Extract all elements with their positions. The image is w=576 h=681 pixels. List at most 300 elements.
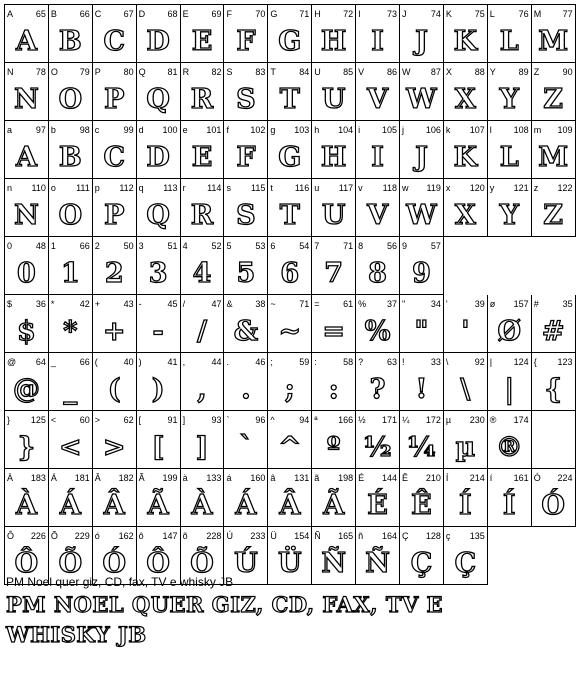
glyph-character: c <box>94 125 100 135</box>
glyph-cell <box>93 121 137 179</box>
glyph-cell <box>444 63 488 121</box>
glyph-label <box>139 8 178 20</box>
glyph-character: v <box>358 183 363 193</box>
glyph-label <box>270 182 309 194</box>
glyph-code: 224 <box>557 473 573 483</box>
glyph-preview: Á <box>235 490 257 521</box>
glyph-character: Ó <box>533 473 541 483</box>
glyph-preview: Â <box>103 490 125 521</box>
glyph-code: 108 <box>513 125 529 135</box>
glyph-character: [ <box>138 415 142 425</box>
glyph-preview: = <box>322 316 345 347</box>
glyph-preview: U <box>321 84 346 115</box>
glyph-code: 103 <box>294 125 310 135</box>
glyph-label <box>358 298 397 310</box>
glyph-cell <box>444 179 488 237</box>
glyph-code: 34 <box>430 299 441 309</box>
glyph-preview: Ü <box>278 548 302 579</box>
glyph-cell <box>444 295 488 353</box>
glyph-character: ó <box>94 531 100 541</box>
glyph-preview: À <box>191 490 213 521</box>
glyph-cell <box>181 469 225 527</box>
glyph-label <box>402 298 441 310</box>
glyph-character: í <box>489 473 493 483</box>
glyph-cell <box>93 295 137 353</box>
glyph-label <box>139 124 178 136</box>
glyph-preview: Ú <box>234 548 258 579</box>
glyph-cell <box>93 411 137 469</box>
glyph-preview: W <box>406 200 437 231</box>
glyph-label <box>358 472 397 484</box>
glyph-preview: Q <box>146 84 170 115</box>
glyph-label <box>358 8 397 20</box>
glyph-label <box>139 182 178 194</box>
glyph-code: 71 <box>299 9 310 19</box>
glyph-cell <box>488 179 532 237</box>
glyph-preview: º <box>326 432 341 463</box>
glyph-label <box>490 472 529 484</box>
glyph-character: ^ <box>270 415 275 425</box>
glyph-preview: B <box>58 142 82 173</box>
glyph-character: À <box>7 473 14 483</box>
glyph-preview: V <box>367 200 389 231</box>
glyph-cell <box>488 5 532 63</box>
glyph-preview: E <box>191 142 213 173</box>
glyph-code: 41 <box>167 357 178 367</box>
glyph-preview: Y <box>499 84 519 115</box>
glyph-preview: _ <box>63 374 78 405</box>
glyph-cell <box>312 121 356 179</box>
glyph-character: E <box>182 9 189 19</box>
glyph-character: d <box>138 125 144 135</box>
glyph-preview: K <box>453 26 478 57</box>
glyph-preview: M <box>538 142 569 173</box>
glyph-cell <box>400 527 444 585</box>
glyph-character: X <box>445 67 452 77</box>
glyph-preview: J <box>415 142 428 173</box>
glyph-cell <box>312 237 356 295</box>
glyph-cell <box>488 353 532 411</box>
glyph-label <box>314 66 353 78</box>
glyph-code: 123 <box>557 357 573 367</box>
glyph-cell <box>356 295 400 353</box>
glyph-character: h <box>314 125 320 135</box>
glyph-preview: Z <box>543 200 563 231</box>
glyph-code: 233 <box>250 531 266 541</box>
empty-cell <box>488 527 532 585</box>
glyph-label <box>7 530 46 542</box>
glyph-label <box>226 124 265 136</box>
glyph-character: o <box>50 183 56 193</box>
glyph-code: 69 <box>211 9 222 19</box>
glyph-preview: W <box>406 84 437 115</box>
glyph-preview: I <box>371 142 384 173</box>
glyph-preview: X <box>454 84 476 115</box>
glyph-preview: @ <box>12 374 40 405</box>
glyph-cell <box>5 237 49 295</box>
glyph-character: 3 <box>138 241 144 251</box>
glyph-label <box>270 66 309 78</box>
glyph-code: 53 <box>255 241 266 251</box>
glyph-cell <box>444 121 488 179</box>
glyph-cell <box>532 411 576 469</box>
glyph-character: i <box>358 125 361 135</box>
glyph-code: 147 <box>162 531 178 541</box>
glyph-code: 36 <box>35 299 46 309</box>
glyph-cell <box>268 469 312 527</box>
glyph-label <box>51 356 90 368</box>
glyph-character: R <box>182 67 190 77</box>
glyph-character: g <box>270 125 276 135</box>
glyph-code: 92 <box>474 357 485 367</box>
glyph-character: { <box>533 357 537 367</box>
glyph-character: J <box>402 9 407 19</box>
glyph-preview: É <box>367 490 388 521</box>
glyph-row <box>5 179 576 237</box>
glyph-row <box>5 353 576 411</box>
glyph-preview: } <box>17 432 36 463</box>
glyph-character: f <box>226 125 229 135</box>
glyph-preview: P <box>104 84 125 115</box>
glyph-code: 64 <box>35 357 46 367</box>
glyph-label <box>270 530 309 542</box>
glyph-cell <box>268 237 312 295</box>
glyph-cell <box>488 121 532 179</box>
glyph-code: 113 <box>163 183 178 193</box>
glyph-character: ñ <box>358 531 364 541</box>
glyph-code: 79 <box>79 67 90 77</box>
glyph-preview: Ê <box>411 490 432 521</box>
glyph-label <box>490 182 529 194</box>
glyph-character: ! <box>402 357 405 367</box>
glyph-character: t <box>270 183 273 193</box>
glyph-preview: # <box>541 316 565 347</box>
glyph-cell <box>356 353 400 411</box>
glyph-character: 8 <box>358 241 364 251</box>
glyph-code: 154 <box>294 531 310 541</box>
glyph-preview: M <box>538 26 569 57</box>
glyph-preview: V <box>367 84 389 115</box>
glyph-preview: ) <box>151 374 165 405</box>
glyph-cell <box>49 179 93 237</box>
glyph-character: ½ <box>358 415 366 425</box>
glyph-code: 44 <box>211 357 222 367</box>
glyph-cell <box>224 121 268 179</box>
glyph-cell <box>444 5 488 63</box>
glyph-label <box>358 124 397 136</box>
glyph-cell <box>400 63 444 121</box>
glyph-label <box>95 66 134 78</box>
glyph-character: $ <box>7 299 13 309</box>
glyph-label <box>402 356 441 368</box>
glyph-cell <box>224 179 268 237</box>
glyph-cell <box>312 469 356 527</box>
glyph-preview: 6 <box>280 258 300 289</box>
glyph-preview: < <box>59 432 82 463</box>
glyph-preview: À <box>15 490 37 521</box>
glyph-character: N <box>7 67 14 77</box>
display-sample-line-2: WHISKY JB <box>6 622 147 647</box>
glyph-code: 96 <box>255 415 266 425</box>
glyph-preview: 0 <box>17 258 36 289</box>
glyph-cell <box>312 527 356 585</box>
glyph-character: ` <box>226 415 230 425</box>
glyph-preview: 2 <box>104 258 124 289</box>
glyph-code: 183 <box>30 473 46 483</box>
glyph-cell <box>49 5 93 63</box>
glyph-cell <box>181 353 225 411</box>
glyph-character: 6 <box>270 241 276 251</box>
glyph-character: ã <box>314 473 320 483</box>
glyph-character: V <box>358 67 365 77</box>
glyph-label <box>402 414 441 426</box>
glyph-preview: ( <box>107 374 121 405</box>
glyph-code: 144 <box>381 473 398 483</box>
glyph-code: 48 <box>35 241 46 251</box>
glyph-character: j <box>402 125 405 135</box>
glyph-code: 70 <box>255 9 266 19</box>
glyph-character: Ê <box>402 473 409 483</box>
glyph-character: % <box>358 299 367 309</box>
glyph-code: 230 <box>469 415 485 425</box>
glyph-cell <box>268 353 312 411</box>
glyph-preview: { <box>544 374 562 405</box>
glyph-character: A <box>7 9 14 19</box>
glyph-label <box>534 66 573 78</box>
glyph-cell <box>400 353 444 411</box>
glyph-label <box>270 124 309 136</box>
glyph-preview: + <box>102 316 126 347</box>
glyph-preview: K <box>453 142 478 173</box>
glyph-preview: 1 <box>60 258 80 289</box>
glyph-cell <box>93 469 137 527</box>
glyph-cell <box>312 5 356 63</box>
glyph-preview: E <box>191 26 213 57</box>
glyph-preview: D <box>146 142 170 173</box>
glyph-code: 72 <box>343 9 354 19</box>
glyph-preview: Ç <box>454 548 477 579</box>
glyph-label <box>7 356 46 368</box>
glyph-character: | <box>489 357 493 367</box>
glyph-label <box>314 414 353 426</box>
glyph-label <box>226 530 265 542</box>
glyph-preview: G <box>278 26 302 57</box>
glyph-preview: Ô <box>14 548 39 579</box>
glyph-code: 133 <box>206 473 222 483</box>
glyph-label <box>95 240 134 252</box>
glyph-character: w <box>402 183 409 193</box>
glyph-character: / <box>182 299 186 309</box>
glyph-label <box>358 182 397 194</box>
glyph-character: l <box>489 125 492 135</box>
glyph-preview: Í <box>502 490 516 521</box>
glyph-preview: $ <box>17 316 36 347</box>
sample-text: PM Noel quer giz, CD, fax, TV e whisky JB <box>6 575 234 589</box>
glyph-label <box>446 356 485 368</box>
glyph-code: 182 <box>118 473 134 483</box>
glyph-label <box>226 414 265 426</box>
glyph-code: 35 <box>562 299 573 309</box>
glyph-character: > <box>94 415 101 425</box>
glyph-preview: : <box>328 374 339 405</box>
glyph-preview: " <box>414 316 429 347</box>
glyph-cell <box>49 411 93 469</box>
glyph-cell <box>400 237 444 295</box>
glyph-character: y <box>489 183 495 193</box>
glyph-character: L <box>489 9 495 19</box>
glyph-preview: Õ <box>58 548 83 579</box>
glyph-label <box>226 298 265 310</box>
glyph-character: Â <box>94 473 101 483</box>
glyph-cell <box>268 295 312 353</box>
glyph-preview: T <box>279 84 300 115</box>
glyph-code: 59 <box>299 357 310 367</box>
glyph-cell <box>224 411 268 469</box>
glyph-character: n <box>7 183 13 193</box>
glyph-preview: N <box>14 200 39 231</box>
glyph-code: 37 <box>387 299 398 309</box>
glyph-label <box>446 182 485 194</box>
glyph-character: ( <box>94 357 98 367</box>
glyph-preview: % <box>364 316 391 347</box>
glyph-preview: Ã <box>147 490 169 521</box>
glyph-preview: R <box>190 200 214 231</box>
glyph-character: } <box>7 415 11 425</box>
glyph-cell <box>444 469 488 527</box>
glyph-code: 88 <box>474 67 485 77</box>
glyph-label <box>534 472 573 484</box>
glyph-cell <box>356 469 400 527</box>
glyph-label <box>534 356 573 368</box>
glyph-label <box>402 530 441 542</box>
glyph-label <box>490 8 529 20</box>
glyph-character: = <box>314 299 320 309</box>
glyph-code: 56 <box>387 241 398 251</box>
glyph-code: 50 <box>123 241 134 251</box>
glyph-preview <box>532 429 575 467</box>
character-map-grid <box>4 4 576 585</box>
glyph-character: D <box>138 9 146 19</box>
glyph-preview: 7 <box>324 258 344 289</box>
glyph-label <box>183 66 222 78</box>
glyph-preview: F <box>236 142 256 173</box>
glyph-preview: ' <box>461 316 470 347</box>
glyph-character: Õ <box>50 531 58 541</box>
glyph-code: 61 <box>343 299 354 309</box>
glyph-preview: H <box>320 26 347 57</box>
glyph-cell <box>49 63 93 121</box>
glyph-character: ) <box>138 357 142 367</box>
glyph-cell <box>5 353 49 411</box>
glyph-label <box>7 414 46 426</box>
glyph-cell <box>181 179 225 237</box>
glyph-code: 62 <box>123 415 134 425</box>
glyph-preview: [ <box>151 432 165 463</box>
glyph-cell <box>93 5 137 63</box>
glyph-label <box>314 472 353 484</box>
glyph-character: ô <box>138 531 144 541</box>
glyph-character: ¼ <box>402 415 410 425</box>
glyph-character: 5 <box>226 241 232 251</box>
empty-cell <box>444 237 488 295</box>
glyph-label <box>490 298 529 310</box>
glyph-cell <box>5 179 49 237</box>
glyph-label <box>446 530 485 542</box>
glyph-label <box>183 8 222 20</box>
glyph-cell <box>312 63 356 121</box>
glyph-label <box>226 8 265 20</box>
glyph-preview: Á <box>59 490 81 521</box>
glyph-cell <box>532 121 576 179</box>
glyph-cell <box>137 353 181 411</box>
glyph-label <box>139 298 178 310</box>
glyph-preview: J <box>415 26 428 57</box>
glyph-code: 83 <box>255 67 266 77</box>
glyph-character: @ <box>7 357 17 367</box>
glyph-label <box>139 414 178 426</box>
glyph-label <box>51 530 90 542</box>
glyph-code: 114 <box>207 183 222 193</box>
glyph-code: 214 <box>469 473 485 483</box>
glyph-code: 162 <box>118 531 134 541</box>
glyph-code: 66 <box>79 9 90 19</box>
glyph-character: ª <box>314 415 318 425</box>
glyph-label <box>270 472 309 484</box>
glyph-character: q <box>138 183 144 193</box>
glyph-label <box>95 8 134 20</box>
glyph-preview: Ã <box>323 490 345 521</box>
glyph-cell <box>49 353 93 411</box>
glyph-character: ç <box>445 531 451 541</box>
glyph-code: 66 <box>79 241 90 251</box>
glyph-label <box>270 8 309 20</box>
glyph-label <box>95 414 134 426</box>
glyph-cell <box>356 121 400 179</box>
glyph-preview: Ô <box>146 548 170 579</box>
glyph-cell <box>181 5 225 63</box>
glyph-cell <box>444 353 488 411</box>
glyph-cell <box>224 63 268 121</box>
glyph-cell <box>137 237 181 295</box>
glyph-code: 86 <box>387 67 398 77</box>
glyph-character: * <box>50 299 55 309</box>
glyph-preview: , <box>197 374 207 405</box>
glyph-label <box>139 240 178 252</box>
glyph-row <box>5 237 576 295</box>
glyph-character: & <box>226 299 233 309</box>
glyph-character: , <box>182 357 186 367</box>
glyph-cell <box>224 5 268 63</box>
empty-cell <box>532 527 576 585</box>
glyph-preview: R <box>190 84 214 115</box>
glyph-character: Í <box>445 473 449 483</box>
glyph-cell <box>268 179 312 237</box>
glyph-character: õ <box>182 531 188 541</box>
glyph-code: 101 <box>206 125 222 135</box>
glyph-cell <box>5 121 49 179</box>
glyph-code: 85 <box>343 67 354 77</box>
glyph-row <box>5 63 576 121</box>
glyph-cell <box>532 63 576 121</box>
glyph-code: 104 <box>338 125 354 135</box>
glyph-label <box>534 124 573 136</box>
glyph-preview: ½ <box>363 432 392 463</box>
glyph-character: k <box>445 125 451 135</box>
glyph-code: 116 <box>294 183 310 193</box>
glyph-label <box>7 124 46 136</box>
glyph-label <box>51 182 90 194</box>
glyph-character: Ñ <box>314 531 321 541</box>
